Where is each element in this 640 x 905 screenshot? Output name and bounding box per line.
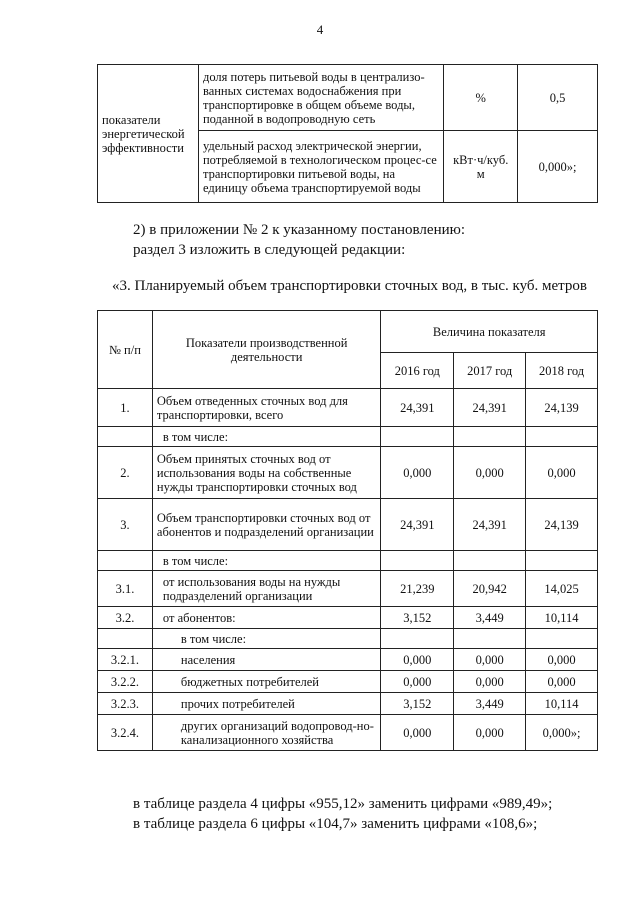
- row-value: 20,942: [454, 571, 526, 607]
- row-label: Объем отведенных сточных вод для транспортировки, всего: [152, 389, 381, 427]
- row-value: 24,391: [381, 499, 454, 551]
- row-value: [454, 427, 526, 447]
- row-value: 24,391: [454, 389, 526, 427]
- energy-row-description: удельный расход электрической энергии, потребляемой в технологическом процес-се транспортировки питьевой воды, на единицу объема транспортируемой воды: [198, 131, 443, 203]
- row-label: от использования воды на нужды подразделений организации: [152, 571, 381, 607]
- row-value: 0,000: [381, 671, 454, 693]
- table-row: [98, 427, 598, 447]
- row-number: 3.2.: [98, 607, 153, 629]
- row-label: бюджетных потребителей: [152, 671, 381, 693]
- row-number: 3.2.3.: [98, 693, 153, 715]
- row-value: 10,114: [526, 607, 598, 629]
- table-row: [98, 571, 598, 607]
- row-number: 3.: [98, 499, 153, 551]
- header-indicators: Показатели производственной деятельности: [152, 311, 381, 389]
- energy-row-unit: кВт·ч/куб. м: [444, 131, 518, 203]
- paragraph-appendix-2: 2) в приложении № 2 к указанному постановлению:: [133, 222, 465, 238]
- row-label: Объем транспортировки сточных вод от абонентов и подразделений организации: [152, 499, 381, 551]
- row-value: 14,025: [526, 571, 598, 607]
- table-row: [98, 389, 598, 427]
- row-value: [526, 551, 598, 571]
- row-number: 3.2.1.: [98, 649, 153, 671]
- row-value: 0,000: [381, 447, 454, 499]
- row-label: прочих потребителей: [152, 693, 381, 715]
- row-value: 3,152: [381, 693, 454, 715]
- table-row: [98, 607, 598, 629]
- paragraph-section-6: в таблице раздела 6 цифры «104,7» заменить цифрами «108,6»;: [133, 816, 538, 832]
- row-number: [98, 551, 153, 571]
- table-row: [98, 499, 598, 551]
- table-row: [98, 693, 598, 715]
- row-value: 3,449: [454, 693, 526, 715]
- table-row: [98, 629, 598, 649]
- row-label: от абонентов:: [152, 607, 381, 629]
- row-value: 21,239: [381, 571, 454, 607]
- row-value: 3,449: [454, 607, 526, 629]
- paragraph-section-3: раздел 3 изложить в следующей редакции:: [133, 242, 406, 258]
- table-row: [98, 671, 598, 693]
- energy-efficiency-group-label: показатели энергетической эффективности: [98, 65, 199, 203]
- page-number: 4: [316, 22, 324, 37]
- table-row: [98, 447, 598, 499]
- row-value: 3,152: [381, 607, 454, 629]
- row-value: [526, 629, 598, 649]
- row-label: в том числе:: [152, 629, 381, 649]
- row-value: [454, 629, 526, 649]
- energy-row-description: доля потерь питьевой воды в централизо-ванных системах водоснабжения при транспортировке в общем объеме воды, поданной в водопроводную сеть: [198, 65, 443, 131]
- energy-row-value: 0,5: [518, 65, 598, 131]
- row-value: 0,000: [454, 715, 526, 751]
- table-row: [98, 551, 598, 571]
- row-value: 0,000: [526, 447, 598, 499]
- row-value: [381, 427, 454, 447]
- row-label: Объем принятых сточных вод от использования воды на собственные нужды транспортировки сточных вод: [152, 447, 381, 499]
- row-number: [98, 427, 153, 447]
- row-label: других организаций водопровод-но-канализационного хозяйства: [152, 715, 381, 751]
- row-number: [98, 629, 153, 649]
- row-value: 0,000»;: [526, 715, 598, 751]
- row-number: 3.2.2.: [98, 671, 153, 693]
- header-year: 2016 год: [381, 353, 454, 389]
- row-value: 0,000: [526, 649, 598, 671]
- row-label: населения: [152, 649, 381, 671]
- table-row: [98, 715, 598, 751]
- table-row: [98, 649, 598, 671]
- row-value: 24,391: [381, 389, 454, 427]
- row-label: в том числе:: [152, 551, 381, 571]
- row-value: [526, 427, 598, 447]
- header-year: 2018 год: [526, 353, 598, 389]
- energy-efficiency-table: [97, 64, 598, 203]
- wastewater-transport-table: [97, 310, 598, 751]
- row-number: 1.: [98, 389, 153, 427]
- row-value: 24,139: [526, 499, 598, 551]
- row-value: [381, 629, 454, 649]
- row-value: 0,000: [454, 447, 526, 499]
- row-value: [454, 551, 526, 571]
- row-number: 2.: [98, 447, 153, 499]
- row-value: [381, 551, 454, 571]
- energy-row-value: 0,000»;: [518, 131, 598, 203]
- row-value: 0,000: [526, 671, 598, 693]
- row-value: 10,114: [526, 693, 598, 715]
- row-value: 0,000: [381, 715, 454, 751]
- row-number: 3.1.: [98, 571, 153, 607]
- row-value: 24,391: [454, 499, 526, 551]
- row-value: 0,000: [381, 649, 454, 671]
- row-value: 24,139: [526, 389, 598, 427]
- paragraph-section-4: в таблице раздела 4 цифры «955,12» заменить цифрами «989,49»;: [133, 796, 553, 812]
- header-year: 2017 год: [454, 353, 526, 389]
- row-value: 0,000: [454, 649, 526, 671]
- row-value: 0,000: [454, 671, 526, 693]
- row-number: 3.2.4.: [98, 715, 153, 751]
- row-label: в том числе:: [152, 427, 381, 447]
- energy-row-unit: %: [444, 65, 518, 131]
- header-num: № п/п: [98, 311, 153, 389]
- header-value-group: Величина показателя: [381, 311, 598, 353]
- section-3-title: «3. Планируемый объем транспортировки сточных вод, в тыс. куб. метров: [112, 278, 588, 294]
